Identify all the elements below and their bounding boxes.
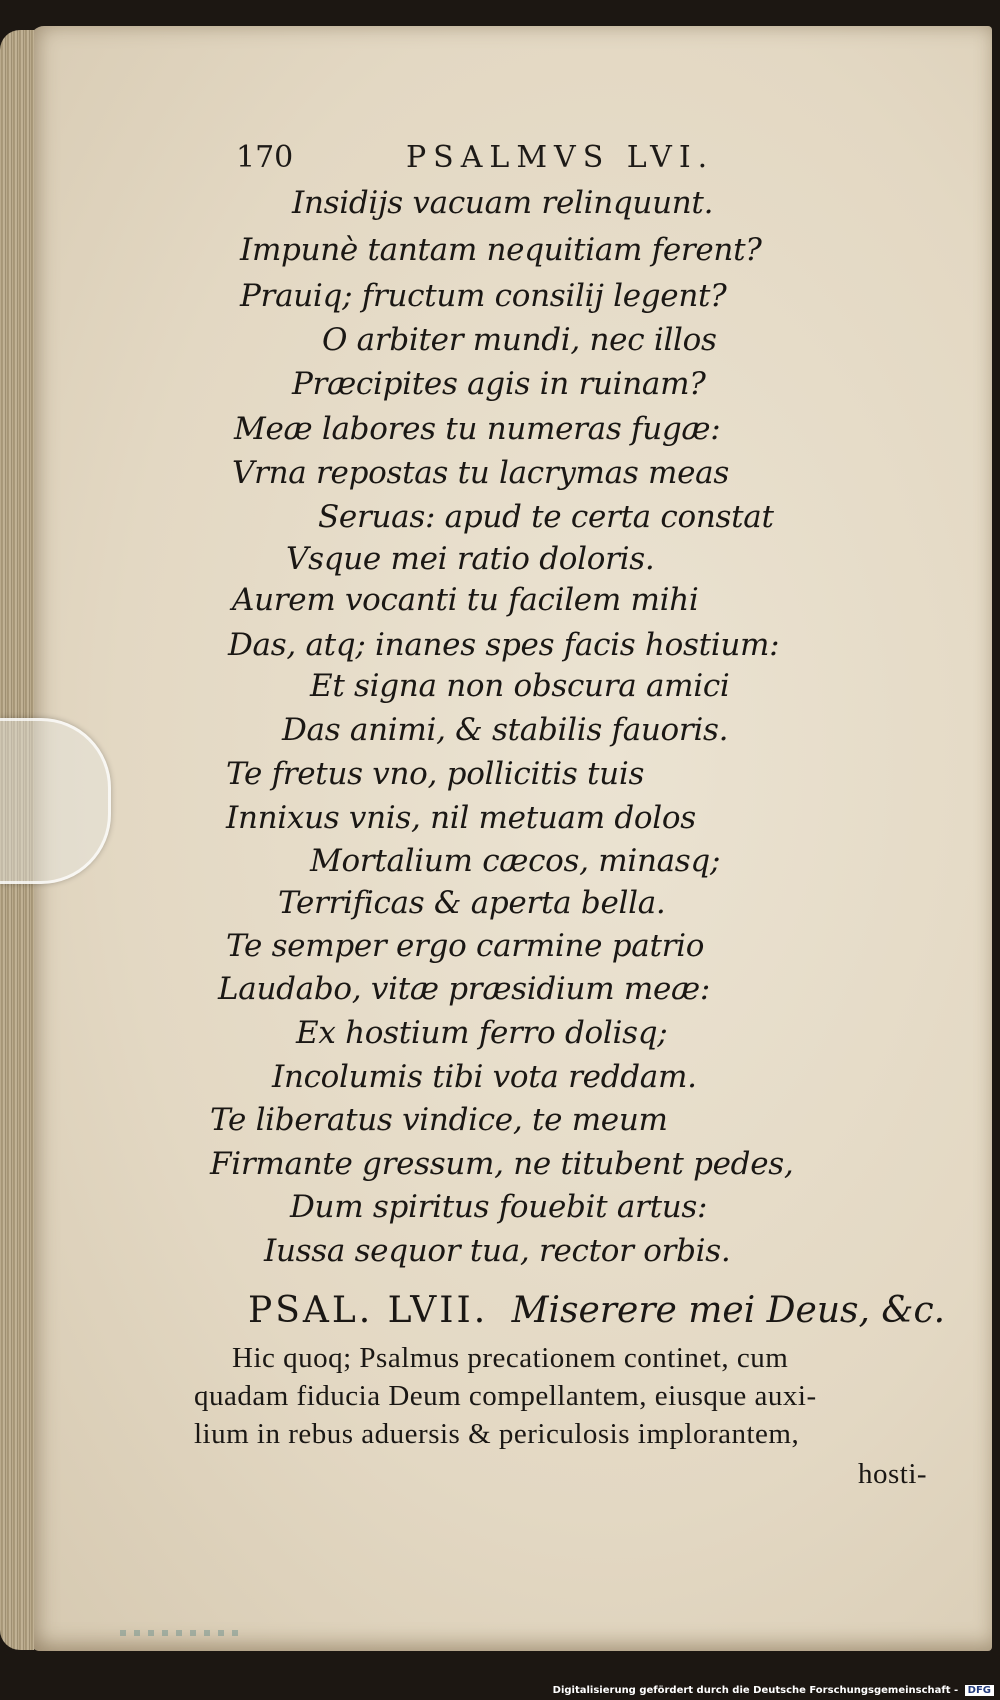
verse-line: Terrificas & aperta bella. — [278, 885, 666, 921]
verse-line: Impunè tantam nequitiam ferent? — [240, 232, 762, 268]
page-clip — [0, 718, 111, 884]
verse-line: Et signa non obscura amici — [310, 668, 730, 704]
verse-line: Firmante gressum, ne titubent pedes, — [210, 1146, 794, 1182]
verse-line: Aurem vocanti tu facilem mihi — [232, 582, 699, 618]
psalm-number: PSAL. LVII. — [248, 1290, 489, 1331]
prose-line: Hic quoq; Psalmus precationem continet, cum — [232, 1342, 789, 1374]
digitization-credit — [553, 1685, 994, 1696]
prose-line: hosti- — [858, 1458, 928, 1490]
verse-line: Vrna repostas tu lacrymas meas — [232, 455, 729, 491]
psalm-incipit: Miserere mei Deus, &c. — [511, 1290, 946, 1331]
verse-line: Ex hostium ferro dolisq; — [296, 1015, 668, 1051]
verse-line: Præcipites agis in ruinam? — [292, 366, 706, 402]
running-title: PSALMVS LVI. — [406, 140, 715, 175]
verse-line: Te fretus vno, pollicitis tuis — [226, 756, 645, 792]
verse-line: Te semper ergo carmine patrio — [226, 928, 705, 964]
verse-line: Insidijs vacuam relinquunt. — [292, 185, 714, 221]
verse-line: Das, atq; inanes spes facis hostium: — [228, 627, 780, 663]
verse-line: Dum spiritus fouebit artus: — [290, 1189, 708, 1225]
verse-line: Vsque mei ratio doloris. — [286, 541, 655, 577]
verse-line: Seruas: apud te certa constat — [318, 499, 774, 535]
verse-line: Prauiq; fructum consilij legent? — [240, 278, 727, 314]
page-stain — [120, 1630, 240, 1636]
page-header — [236, 140, 766, 180]
verse-line: Te liberatus vindice, te meum — [210, 1102, 668, 1138]
verse-line: Meæ labores tu numeras fugæ: — [234, 411, 721, 447]
prose-line: quadam fiducia Deum compellantem, eiusque auxi- — [194, 1380, 817, 1412]
verse-line: Iussa sequor tua, rector orbis. — [264, 1233, 731, 1269]
verse-line: Innixus vnis, nil metuam dolos — [226, 800, 696, 836]
verse-line: O arbiter mundi, nec illos — [322, 322, 717, 358]
prose-line: lium in rebus aduersis & periculosis implorantem, — [194, 1418, 800, 1450]
dfg-logo: DFG — [965, 1685, 994, 1696]
verse-line: Laudabo, vitæ præsidium meæ: — [218, 971, 710, 1007]
verse-line: Das animi, & stabilis fauoris. — [282, 712, 729, 748]
credit-text: Digitalisierung gefördert durch die Deutsche Forschungsgemeinschaft - — [552, 1685, 959, 1696]
verse-line: Incolumis tibi vota reddam. — [272, 1059, 697, 1095]
verse-line: Mortalium cæcos, minasq; — [310, 843, 721, 879]
page-number: 170 — [236, 140, 294, 175]
psalm-heading — [248, 1290, 945, 1331]
